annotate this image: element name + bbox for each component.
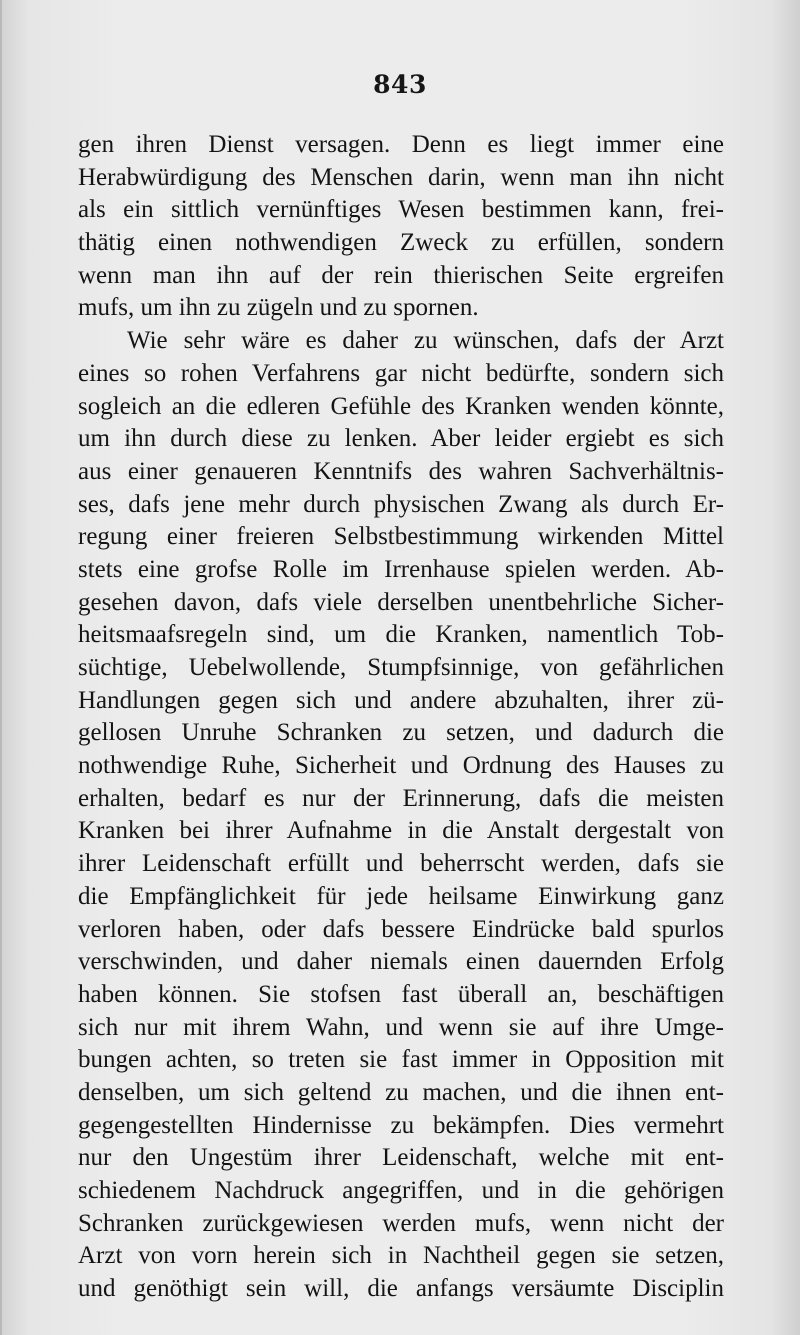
text-line: Schranken zurückgewiesen werden mufs, wenn nicht der: [78, 1209, 724, 1237]
text-line: um ihn durch diese zu lenken. Aber leider ergiebt es sich: [78, 425, 724, 453]
body-text: [78, 129, 724, 1306]
text-line: gellosen Unruhe Schranken zu setzen, und dadurch die: [78, 719, 724, 747]
text-line: Handlungen gegen sich und andere abzuhalten, ihrer zü-: [78, 686, 724, 714]
text-line: eines so rohen Verfahrens gar nicht bedürfte, sondern sich: [78, 359, 724, 387]
text-line: regung einer freieren Selbstbestimmung wirkenden Mittel: [78, 523, 724, 551]
text-line: und genöthigt sein will, die anfangs versäumte Disciplin: [78, 1275, 724, 1303]
text-line: verschwinden, und daher niemals einen dauernden Erfolg: [78, 948, 724, 976]
text-line: gen ihren Dienst versagen. Denn es liegt immer eine: [78, 131, 724, 158]
text-line: heitsmaafsregeln sind, um die Kranken, namentlich Tob-: [78, 621, 724, 649]
page-number: 843: [373, 70, 427, 99]
text-line: Arzt von vorn herein sich in Nachtheil gegen sie setzen,: [78, 1242, 724, 1270]
text-line: aus einer genaueren Kenntnifs des wahren Sachverhältnis-: [78, 457, 724, 485]
text-line: verloren haben, oder dafs bessere Eindrücke bald spurlos: [78, 915, 724, 943]
text-line: thätig einen nothwendigen Zweck zu erfüllen, sondern: [78, 229, 724, 257]
text-line: nothwendige Ruhe, Sicherheit und Ordnung des Hauses zu: [78, 752, 724, 780]
text-line: nur den Ungestüm ihrer Leidenschaft, welche mit ent-: [78, 1144, 724, 1172]
text-line: die Empfänglichkeit für jede heilsame Einwirkung ganz: [78, 882, 724, 910]
text-line: bungen achten, so treten sie fast immer in Opposition mit: [78, 1046, 724, 1074]
text-line: Herabwürdigung des Menschen darin, wenn man ihn nicht: [78, 163, 724, 191]
text-line: Kranken bei ihrer Aufnahme in die Anstalt dergestalt von: [78, 817, 724, 845]
text-line: denselben, um sich geltend zu machen, und die ihnen ent-: [78, 1078, 724, 1106]
text-line: gegengestellten Hindernisse zu bekämpfen. Dies vermehrt: [78, 1111, 724, 1139]
text-line: sogleich an die edleren Gefühle des Kranken wenden könnte,: [78, 392, 724, 420]
text-line: stets eine grofse Rolle im Irrenhause spielen werden. Ab-: [78, 555, 724, 583]
text-line: haben können. Sie stofsen fast überall an, beschäftigen: [78, 980, 724, 1008]
text-line: süchtige, Uebelwollende, Stumpfsinnige, von gefährlichen: [78, 654, 724, 681]
text-line: wenn man ihn auf der rein thierischen Seite ergreifen: [78, 261, 724, 289]
text-line: als ein sittlich vernünftiges Wesen bestimmen kann, frei-: [78, 196, 724, 224]
text-line: Wie sehr wäre es daher zu wünschen, dafs der Arzt: [127, 327, 724, 355]
text-line: gesehen davon, dafs viele derselben unentbehrliche Sicher-: [78, 588, 724, 616]
text-line: ses, dafs jene mehr durch physischen Zwang als durch Er-: [78, 490, 724, 518]
text-line: ihrer Leidenschaft erfüllt und beherrscht werden, dafs sie: [78, 850, 724, 878]
text-line: schiedenem Nachdruck angegriffen, und in die gehörigen: [78, 1177, 724, 1204]
page-edge-left: [0, 0, 2, 1335]
text-line: mufs, um ihn zu zügeln und zu spornen.: [78, 294, 479, 322]
text-line: erhalten, bedarf es nur der Erinnerung, dafs die meisten: [78, 784, 724, 812]
text-line: sich nur mit ihrem Wahn, und wenn sie auf ihre Umge-: [78, 1013, 724, 1041]
